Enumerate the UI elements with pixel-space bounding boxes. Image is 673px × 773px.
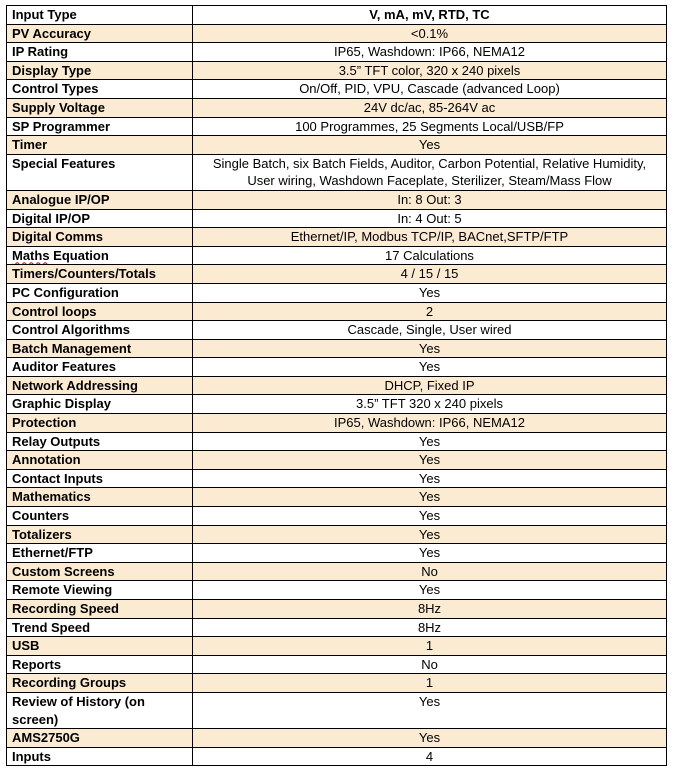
row-value: Yes [193,544,667,563]
table-row [7,98,667,117]
row-value: IP65, Washdown: IP66, NEMA12 [193,43,667,62]
table-row [7,339,667,358]
row-value: 1 [193,674,667,693]
table-row [7,117,667,136]
row-label: Inputs [7,747,193,766]
table-row [7,488,667,507]
table-row [7,581,667,600]
row-label: AMS2750G [7,729,193,748]
table-row [7,432,667,451]
row-label: Supply Voltage [7,98,193,117]
row-value: IP65, Washdown: IP66, NEMA12 [193,414,667,433]
row-value: On/Off, PID, VPU, Cascade (advanced Loop) [193,80,667,99]
row-value: Ethernet/IP, Modbus TCP/IP, BACnet,SFTP/FTP [193,228,667,247]
row-label: Display Type [7,61,193,80]
row-value: Yes [193,432,667,451]
row-label: Trend Speed [7,618,193,637]
table-row [7,692,667,728]
row-label: Batch Management [7,339,193,358]
table-row [7,600,667,619]
row-label: Digital Comms [7,228,193,247]
table-row [7,507,667,526]
table-row [7,190,667,209]
row-value: Yes [193,283,667,302]
table-row [7,674,667,693]
row-label: Ethernet/FTP [7,544,193,563]
table-row [7,395,667,414]
row-label: Review of History (on screen) [7,692,193,728]
table-row [7,228,667,247]
row-value: Yes [193,525,667,544]
table-row [7,525,667,544]
row-value: No [193,655,667,674]
row-label: Relay Outputs [7,432,193,451]
row-label: Analogue IP/OP [7,190,193,209]
row-value: 8Hz [193,600,667,619]
row-label: Custom Screens [7,562,193,581]
row-value: 100 Programmes, 25 Segments Local/USB/FP [193,117,667,136]
table-row [7,302,667,321]
spec-table-body [7,6,667,766]
row-value: 24V dc/ac, 85-264V ac [193,98,667,117]
row-label: Digital IP/OP [7,209,193,228]
table-row [7,451,667,470]
row-label: Contact Inputs [7,469,193,488]
table-row [7,358,667,377]
row-value: Yes [193,136,667,155]
row-label: Input Type [7,6,193,25]
row-value: 1 [193,637,667,656]
row-value: Cascade, Single, User wired [193,321,667,340]
row-value: In: 8 Out: 3 [193,190,667,209]
row-label: Network Addressing [7,376,193,395]
table-row [7,209,667,228]
row-value: <0.1% [193,24,667,43]
row-label: Reports [7,655,193,674]
row-value: 17 Calculations [193,246,667,265]
table-row [7,283,667,302]
row-value: In: 4 Out: 5 [193,209,667,228]
row-label: Counters [7,507,193,526]
spellcheck-mark: Maths [12,247,50,263]
row-value: 3.5” TFT color, 320 x 240 pixels [193,61,667,80]
row-value: Yes [193,358,667,377]
table-row [7,24,667,43]
table-row [7,469,667,488]
row-label: Graphic Display [7,395,193,414]
row-value: Yes [193,581,667,600]
table-row [7,61,667,80]
row-label: Protection [7,414,193,433]
row-label: Timers/Counters/Totals [7,265,193,284]
row-value: Yes [193,729,667,748]
row-label: USB [7,637,193,656]
row-label: Recording Groups [7,674,193,693]
table-row [7,154,667,190]
table-row [7,6,667,25]
table-row [7,265,667,284]
row-value: V, mA, mV, RTD, TC [193,6,667,25]
table-row [7,321,667,340]
table-row [7,729,667,748]
row-label: PC Configuration [7,283,193,302]
table-row [7,43,667,62]
table-row [7,136,667,155]
row-value: Yes [193,507,667,526]
row-value: Single Batch, six Batch Fields, Auditor, Carbon Potential, Relative Humidity, User wiring, Washdown Faceplate, Sterilizer, Steam/Mass Flow [193,154,667,190]
row-value: DHCP, Fixed IP [193,376,667,395]
table-row [7,618,667,637]
table-row [7,655,667,674]
row-label: Remote Viewing [7,581,193,600]
table-row [7,414,667,433]
row-label: IP Rating [7,43,193,62]
row-label: Annotation [7,451,193,470]
row-label: Maths Equation [7,246,193,265]
row-value: No [193,562,667,581]
row-label: PV Accuracy [7,24,193,43]
row-value: 4 / 15 / 15 [193,265,667,284]
row-value: Yes [193,488,667,507]
row-label: Control Algorithms [7,321,193,340]
row-label: Timer [7,136,193,155]
row-value: 2 [193,302,667,321]
row-label: SP Programmer [7,117,193,136]
table-row [7,376,667,395]
table-row [7,637,667,656]
table-row [7,246,667,265]
row-value: Yes [193,469,667,488]
table-row [7,562,667,581]
row-label: Control loops [7,302,193,321]
table-row [7,544,667,563]
row-value: Yes [193,692,667,728]
row-label: Special Features [7,154,193,190]
row-label: Totalizers [7,525,193,544]
table-row [7,80,667,99]
row-value: 3.5” TFT 320 x 240 pixels [193,395,667,414]
row-value: 4 [193,747,667,766]
row-label: Control Types [7,80,193,99]
spec-table [6,5,667,766]
row-label: Auditor Features [7,358,193,377]
row-value: Yes [193,451,667,470]
row-label: Recording Speed [7,600,193,619]
row-value: 8Hz [193,618,667,637]
table-row [7,747,667,766]
row-label: Mathematics [7,488,193,507]
row-value: Yes [193,339,667,358]
